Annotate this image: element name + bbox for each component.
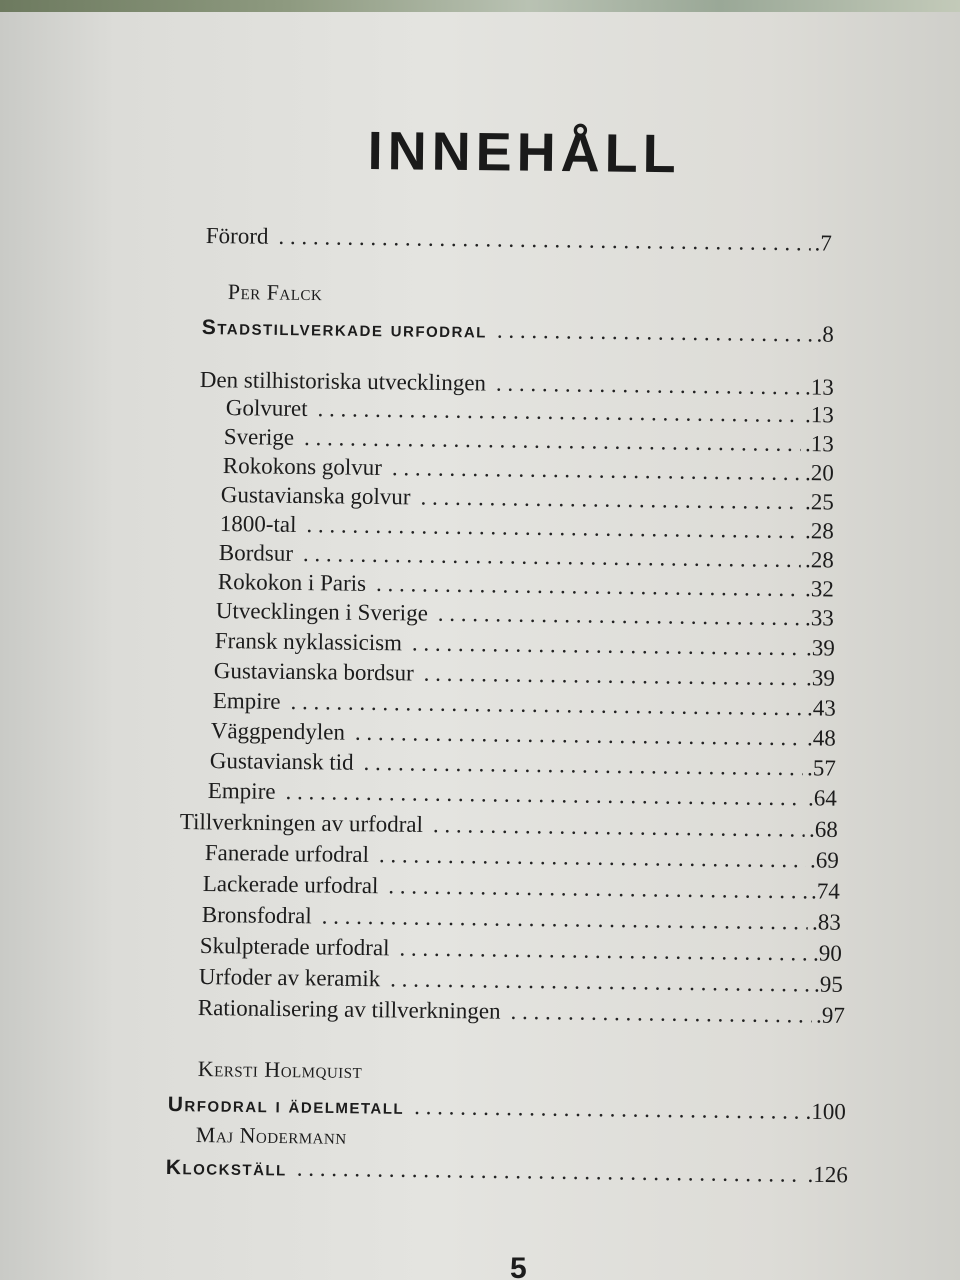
toc-entry-label: Rationalisering av tillverkningen — [197, 994, 501, 1024]
leader-dots — [388, 872, 807, 905]
toc-page-number: .13 — [804, 431, 834, 457]
toc-entry-label: Bronsfodral — [201, 901, 312, 929]
toc-entry-label: Väggpendylen — [210, 717, 346, 745]
toc-entry — [202, 901, 841, 937]
toc-page-number: .48 — [806, 725, 836, 751]
leader-dots — [438, 600, 802, 632]
toc-entry-label: Lackerade urfodral — [202, 870, 379, 899]
toc-entry-label: Skulpterade urfodral — [199, 932, 390, 961]
toc-page-number: .69 — [809, 847, 839, 873]
toc-page-number: .68 — [808, 816, 838, 843]
toc-entry-label: Tillverkningen av urfodral — [179, 808, 424, 837]
toc-page-number: .28 — [804, 547, 834, 573]
toc-page-number: .95 — [813, 971, 843, 997]
toc-page-number: .83 — [811, 909, 841, 935]
toc-entry — [200, 932, 842, 968]
toc-entry-label: Golvuret — [225, 394, 308, 421]
toc-page-number: .25 — [804, 489, 834, 515]
toc-page-number: .100 — [805, 1098, 846, 1125]
toc-entry-label: Utvecklingen i Sverige — [215, 597, 429, 626]
leader-dots — [390, 965, 810, 998]
toc-entry-label: Fanerade urfodral — [204, 839, 370, 868]
toc-entry — [203, 870, 840, 906]
toc-entry — [205, 839, 839, 875]
toc-entry-label: Gustaviansk tid — [209, 747, 354, 775]
toc-page-number: .64 — [807, 785, 837, 811]
page-title: INNEHÅLL — [367, 120, 681, 185]
toc-page-number: .20 — [804, 460, 834, 486]
leader-dots — [379, 841, 806, 874]
leader-dots — [317, 395, 801, 429]
leader-dots — [290, 688, 803, 722]
leader-dots — [414, 1093, 802, 1126]
toc-section-label: Urfodral i ädelmetall — [167, 1092, 405, 1119]
toc-page-number: .90 — [812, 940, 842, 966]
leader-dots — [433, 811, 805, 844]
toc-entry-label: Sverige — [223, 423, 295, 450]
leader-dots — [285, 778, 804, 812]
toc-entry-label: Urfoder av keramik — [198, 963, 381, 992]
toc-page-number: .33 — [804, 605, 834, 631]
toc-page-number: .126 — [807, 1161, 848, 1188]
toc-entry-label: Empire — [207, 777, 276, 804]
toc-section-label: Stadstillverkade urfodral — [201, 315, 488, 343]
toc-entry-preface — [206, 222, 832, 258]
toc-entry-label: Förord — [205, 222, 269, 249]
author-name: Per Falck — [227, 279, 323, 306]
toc-entry-label: 1800-tal — [219, 510, 297, 537]
toc-section-stadstillverkade — [202, 313, 834, 350]
toc-page-number: .7 — [814, 230, 832, 256]
toc-entry-label: Gustavianska bordsur — [213, 657, 414, 686]
toc-page-number: .74 — [810, 878, 840, 904]
page-number: 5 — [510, 1252, 527, 1280]
toc-page-number: .32 — [804, 576, 834, 602]
toc-page-number: .13 — [804, 402, 834, 428]
leader-dots — [497, 317, 813, 349]
author-name: Kersti Holmquist — [197, 1056, 363, 1084]
author-name: Maj Nodermann — [195, 1122, 347, 1149]
toc-entry — [208, 777, 837, 813]
toc-page-number: .43 — [806, 695, 836, 721]
leader-dots — [392, 454, 801, 487]
toc-section-klockstall — [166, 1153, 848, 1190]
toc-entry-label: Bordsur — [218, 539, 294, 566]
toc-page-number: .39 — [805, 665, 835, 691]
leader-dots — [399, 934, 809, 967]
toc-entry-label: Empire — [212, 687, 281, 714]
toc-entry — [180, 808, 838, 844]
leader-dots — [376, 570, 801, 603]
toc-page-number: .57 — [806, 755, 836, 781]
leader-dots — [278, 223, 810, 257]
toc-page-number: .8 — [816, 321, 834, 347]
leader-dots — [510, 998, 812, 1030]
leader-dots — [322, 902, 809, 936]
toc-entry-label: Rokokons golvur — [222, 452, 383, 480]
leader-dots — [420, 483, 801, 516]
leader-dots — [424, 660, 803, 693]
leader-dots — [297, 1155, 804, 1189]
toc-entry-label: Fransk nyklassicism — [214, 627, 403, 656]
leader-dots — [496, 370, 801, 402]
toc-entry — [199, 963, 843, 999]
leader-dots — [363, 749, 803, 782]
toc-page-number: .13 — [804, 374, 834, 400]
toc-page-number: .39 — [805, 635, 835, 661]
toc-entry-label: Den stilhistoriska utvecklingen — [199, 366, 487, 396]
toc-section-adelmetall — [168, 1090, 846, 1127]
toc-section-label: Klockställ — [165, 1155, 287, 1181]
toc-entry-label: Gustavianska golvur — [220, 481, 411, 510]
leader-dots — [412, 629, 802, 662]
toc-entry — [198, 994, 845, 1030]
toc-page-number: .28 — [804, 518, 834, 544]
leader-dots — [355, 719, 803, 752]
toc-page-number: .97 — [815, 1002, 845, 1028]
toc-entry-label: Rokokon i Paris — [217, 568, 367, 596]
